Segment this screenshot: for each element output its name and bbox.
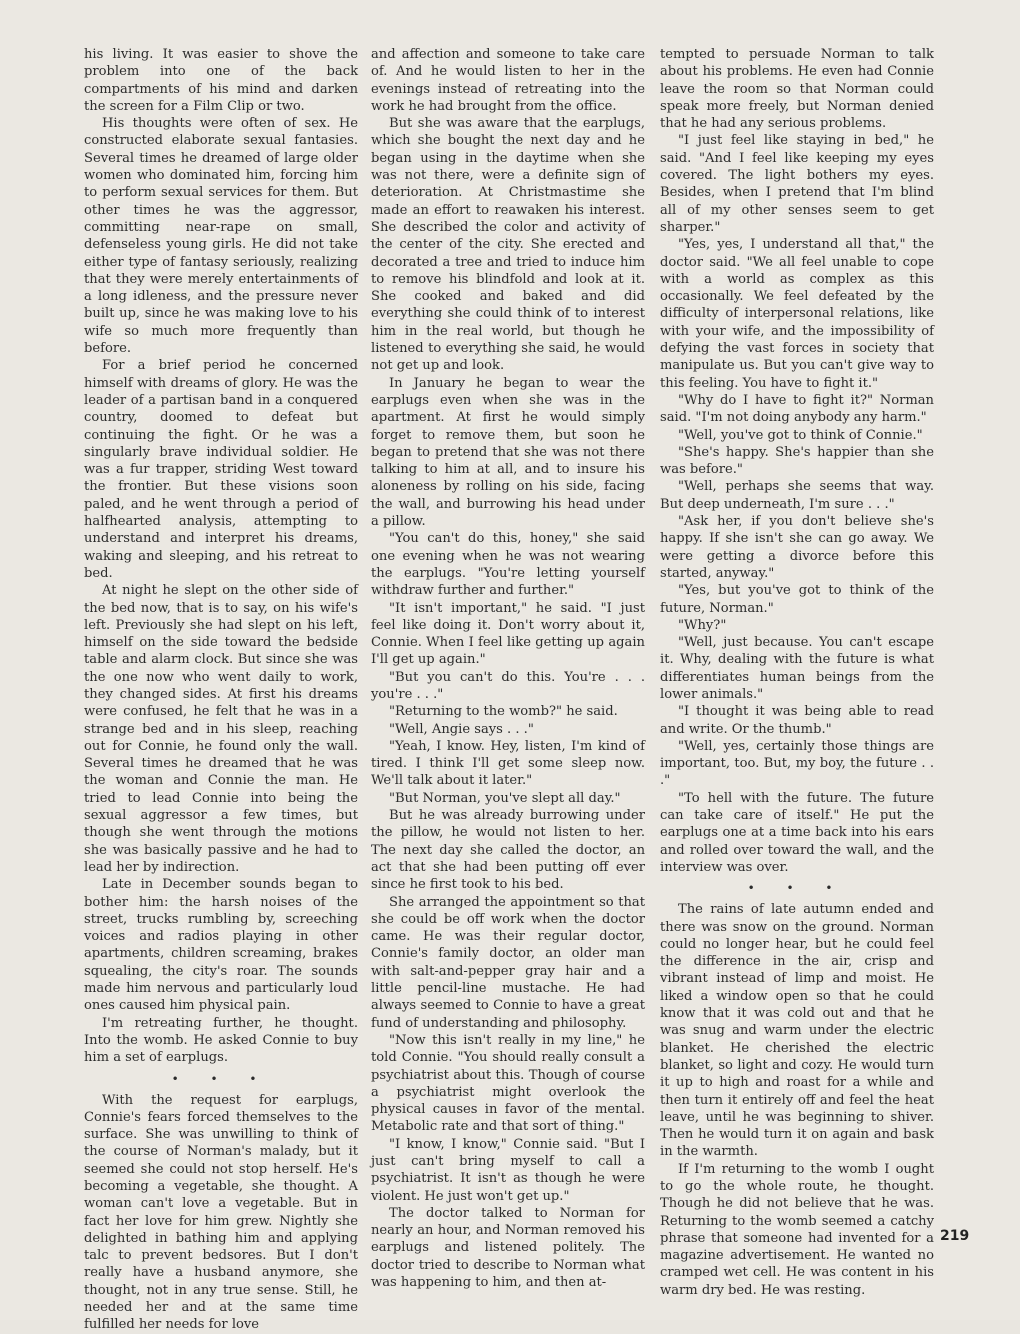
paragraph: tempted to persuade Norman to talk about his problems. He even had Connie leave the room so that Norman could speak more freely, but Norman denied that he had any serious problems. <box>660 47 934 132</box>
paragraph: "I know, I know," Connie said. "But I just can't bring myself to call a psychiatrist. It isn't as though he were violent. He just won't get up." <box>371 1136 645 1204</box>
paragraph: "Returning to the womb?" he said. <box>389 704 618 720</box>
paragraph: If I'm returning to the womb I ought to go the whole route, he thought. Though he did not believe that he was. Returning to the womb seemed a catchy phrase that someone had invented for a magazine advertisement. He wanted no cramped wet cell. He was content in his warm dry bed. He was resting. <box>660 1161 934 1298</box>
paragraph: "You can't do this, honey," she said one evening when he was not wearing the earplugs. "You're letting yourself withdraw further and further." <box>371 531 645 599</box>
text-column-2 <box>371 46 645 1291</box>
paragraph: "Well, perhaps she seems that way. But deep underneath, I'm sure . . ." <box>660 479 934 512</box>
paragraph: "She's happy. She's happier than she was before." <box>660 444 934 478</box>
paragraph: I'm retreating further, he thought. Into the womb. He asked Connie to buy him a set of earplugs. <box>84 1015 358 1066</box>
paragraph: Late in December sounds began to bother him: the harsh noises of the street, trucks rumbling by, screeching voices and radios playing in other apartments, children screaming, brakes squealing, the city's roar. The sounds made him nervous and particularly loud ones caused him physical pain. <box>84 877 358 1014</box>
paragraph: "Now this isn't really in my line," he told Connie. "You should really consult a psychiatrist about this. Though of course a psychiatrist might overlook the physical causes in favor of the mental. Metabolic rate and that sort of thing." <box>371 1032 645 1135</box>
paragraph: The rains of late autumn ended and there was snow on the ground. Norman could no longer hear, but he could feel the difference in the air, crisp and vibrant instead of limp and moist. He liked a window open so that he could know that it was cold out and that he was snug and warm under the electric blanket. He cherished the electric blanket, so light and cozy. He would turn it up to high and roast for a while and then turn it entirely off and feel the heat leave, until he was beginning to shiver. Then he would turn it on again and bask in the warmth. <box>660 902 934 1160</box>
paragraph: "Yeah, I know. Hey, listen, I'm kind of tired. I think I'll get some sleep now. We'll talk about it later." <box>371 738 645 789</box>
paragraph: and affection and someone to take care of. And he would listen to her in the evenings instead of retreating into the work he had brought from the office. <box>371 47 645 114</box>
paragraph: She arranged the appointment so that she could be off work when the doctor came. He was their regular doctor, Connie's family doctor, an older man with salt-and-pepper gray hair and a little pencil-line mustache. He had always seemed to Connie to have a great fund of understanding and philosophy. <box>371 894 645 1031</box>
paragraph: "I thought it was being able to read and write. Or the thumb." <box>660 704 934 737</box>
paragraph: "It isn't important," he said. "I just feel like doing it. Don't worry about it, Connie. When I feel like getting up again I'll get up again." <box>371 600 645 668</box>
paragraph: In January he began to wear the earplugs even when she was in the apartment. At first he would simply forget to remove them, but soon he began to pretend that she was not there talking to him at all, and to insure his aloneness by rolling on his side, facing the wall, and burrowing his head under a pillow. <box>371 375 645 530</box>
paragraph: The doctor talked to Norman for nearly an hour, and Norman removed his earplugs and listened politely. The doctor tried to describe to Norman what was happening to him, and then at- <box>371 1205 645 1291</box>
page-number: 219 <box>940 1228 970 1244</box>
paragraph: At night he slept on the other side of the bed now, that is to say, on his wife's left. Previously she had slept on his left, himself on the side toward the bedside table and alarm clock. But since she was the one now who went daily to work, they changed sides. At first his dreams were confused, he felt that he was in a strange bed and in his sleep, reaching out for Connie, he found only the wall. Several times he dreamed that he was the woman and Connie the man. He tried to lead Connie into being the sexual aggressor a few times, but though she went through the motions she was basically passive and he had to lead her by indirection. <box>84 583 358 875</box>
paragraph: his living. It was easier to shove the problem into one of the back compartments of his mind and darken the screen for a Film Clip or two. <box>84 47 358 114</box>
paragraph: "Why do I have to fight it?" Norman said. "I'm not doing anybody any harm." <box>660 392 934 426</box>
paragraph: "Well, Angie says . . ." <box>389 721 534 737</box>
paragraph: For a brief period he concerned himself with dreams of glory. He was the leader of a partisan band in a conquered country, doomed to defeat but continuing the fight. Or he was a singularly brave individual soldier. He was a fur trapper, striding West toward the frontier. But these visions soon paled, and he went through a period of halfhearted analysis, attempting to understand and interpret his dreams, waking and sleeping, and his retreat to bed. <box>84 358 358 581</box>
paragraph: "Ask her, if you don't believe she's happy. If she isn't she can go away. We were getting a divorce before this started, anyway." <box>660 514 934 581</box>
paragraph: "But Norman, you've slept all day." <box>389 790 621 806</box>
paragraph: But she was aware that the earplugs, which she bought the next day and he began using in the daytime when she was not there, were a definite sign of deterioration. At Christmastime she made an effort to reawaken his interest. She described the color and activity of the center of the city. She erected and decorated a tree and tried to induce him to remove his blindfold and look at it. She cooked and baked and did everything she could think of to interest him in the real world, but though he listened to everything she said, he would not get up and look. <box>371 116 645 374</box>
paragraph: His thoughts were often of sex. He constructed elaborate sexual fantasies. Several times he dreamed of large older women who dominated him, forcing him to perform sexual services for them. But other times he was the aggressor, committing near-rape on small, defenseless young girls. He did not take either type of fantasy seriously, realizing that they were merely entertainments of a long idleness, and the pressure never built up, since he was making love to his wife so much more frequently than before. <box>84 116 358 357</box>
paragraph: "But you can't do this. You're . . . you're . . ." <box>371 669 645 702</box>
text-column-3 <box>660 46 934 1299</box>
paragraph: "I just feel like staying in bed," he said. "And I feel like keeping my eyes covered. The light bothers my eyes. Besides, when I pretend that I'm blind all of my other senses seem to get sharper." <box>660 133 934 235</box>
paragraph: With the request for earplugs, Connie's fears forced themselves to the surface. She was unwilling to think of the course of Norman's malady, but it seemed she could not stop herself. He's becoming a vegetable, she thought. A woman can't love a vegetable. But in fact her love for him grew. Nightly she delighted in bathing him and applying talc to prevent bedsores. But I don't really have a husband anymore, she thought, not in any true sense. Still, he needed her and at the same time fulfilled her needs for love <box>84 1092 358 1333</box>
section-separator: • • • <box>171 1071 271 1086</box>
paragraph: "Well, yes, certainly those things are important, too. But, my boy, the future . . ." <box>660 738 934 789</box>
section-separator: • • • <box>747 881 847 896</box>
paragraph: "Yes, yes, I understand all that," the doctor said. "We all feel unable to cope with a world as complex as this occasionally. We feel defeated by the difficulty of interpersonal relations, like with your wife, and the impossibility of defying the vast forces in society that manipulate us. But you can't give way to this feeling. You have to fight it." <box>660 237 934 391</box>
paragraph: "Well, just because. You can't escape it. Why, dealing with the future is what differentiates human beings from the lower animals." <box>660 635 934 702</box>
paragraph: "Why?" <box>678 617 727 633</box>
paragraph: "Well, you've got to think of Connie." <box>678 427 923 443</box>
paragraph: "To hell with the future. The future can take care of itself." He put the earplugs one at a time back into his ears and rolled over toward the wall, and the interview was over. <box>660 790 934 875</box>
paragraph: But he was already burrowing under the pillow, he would not listen to her. The next day she called the doctor, an act that she had been putting off ever since he first took to his bed. <box>371 808 645 893</box>
paragraph: "Yes, but you've got to think of the future, Norman." <box>660 583 934 616</box>
text-column-1 <box>84 46 358 1334</box>
